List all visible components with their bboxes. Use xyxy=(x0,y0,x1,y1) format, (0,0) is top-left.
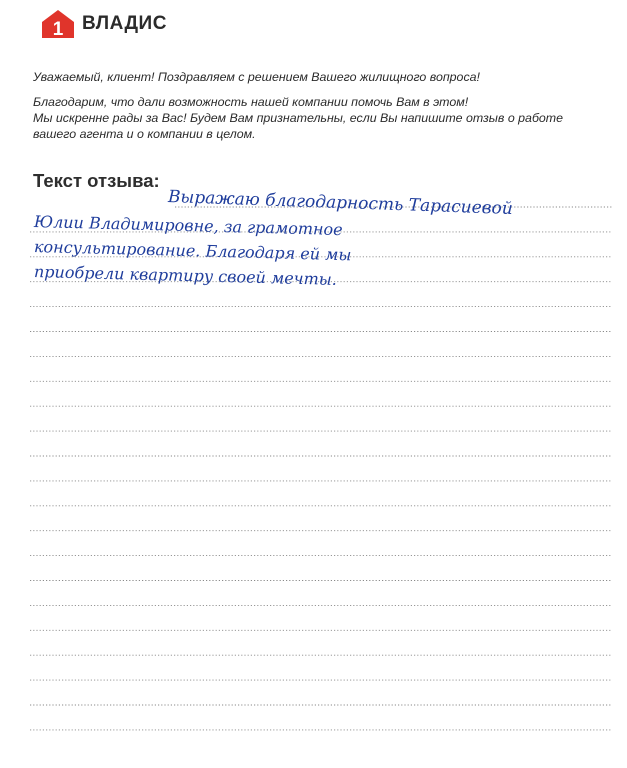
handwritten-line-2: Юлии Владимировне, за грамотное xyxy=(33,212,343,240)
handwritten-line-4: приобрели квартиру своей мечты. xyxy=(33,262,338,289)
intro-line-2: Благодарим, что дали возможность нашей компании помочь Вам в этом! xyxy=(33,95,469,109)
intro-line-3: Мы искренне рады за Вас! Будем Вам признательны, если Вы напишите отзыв о работе xyxy=(33,111,564,125)
logo-badge-digit: 1 xyxy=(52,19,64,40)
intro-line-4: вашего агента и о компании в целом. xyxy=(33,127,256,141)
intro-line-1: Уважаемый, клиент! Поздравляем с решением Вашего жилищного вопроса! xyxy=(33,70,480,84)
logo-wordmark: ВЛАДИС xyxy=(82,13,167,34)
handwritten-line-3: консультирование. Благодаря ей мы xyxy=(33,237,352,265)
review-text-label: Текст отзыва: xyxy=(33,170,160,191)
handwritten-line-1: Выражаю благодарность Тарасиевой xyxy=(167,187,514,220)
